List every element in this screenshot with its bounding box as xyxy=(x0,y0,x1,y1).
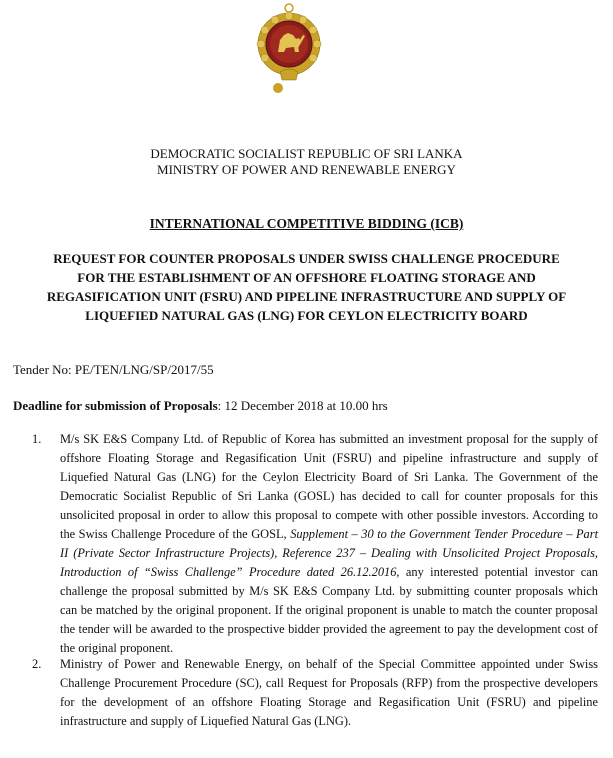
rfp-title-line-4: LIQUEFIED NATURAL GAS (LNG) FOR CEYLON ELECTRICITY BOARD xyxy=(85,308,528,323)
rfp-title-line-2: FOR THE ESTABLISHMENT OF AN OFFSHORE FLOATING STORAGE AND xyxy=(77,270,536,285)
rfp-title-line-3: REGASIFICATION UNIT (FSRU) AND PIPELINE INFRASTRUCTURE AND SUPPLY OF xyxy=(46,289,567,304)
header-line-1: DEMOCRATIC SOCIALIST REPUBLIC OF SRI LANKA xyxy=(150,146,463,161)
icb-title: INTERNATIONAL COMPETITIVE BIDDING (ICB) xyxy=(149,216,464,231)
list-item-italic-reference: Supplement – 30 to the Government Tender Procedure – Part II (Private Sector Infrastructure Projects), Reference 237 – Dealing with Unsolicited Project Proposals, Introduction of “Swiss Challenge” Procedure dated 26.12.2016 xyxy=(60,527,599,579)
list-item-number: 1. xyxy=(32,432,42,446)
tender-number xyxy=(13,362,214,378)
tender-value: PE/TEN/LNG/SP/2017/55 xyxy=(74,362,214,377)
header-line-2: MINISTRY OF POWER AND RENEWABLE ENERGY xyxy=(157,162,456,177)
deadline-value: : 12 December 2018 at 10.00 hrs xyxy=(217,398,388,413)
national-emblem-icon xyxy=(250,2,328,98)
list-item xyxy=(32,430,599,658)
rfp-title xyxy=(18,249,595,325)
list-item-number: 2. xyxy=(32,657,42,671)
deadline-label: Deadline for submission of Proposals xyxy=(13,398,218,413)
list-item-text: Ministry of Power and Renewable Energy, on behalf of the Special Committee appointed under Swiss Challenge Procurement Procedure (SC), call Request for Proposals (RFP) from the prospective developers for the development of an offshore Floating Storage and Regasification Unit (FSRU) and pipeline infrastructure and supply of Liquefied Natural Gas (LNG). xyxy=(60,657,598,728)
list-item-text: M/s SK E&S Company Ltd. of Republic of Korea has submitted an investment proposal for the supply of offshore Floating Storage and Regasification Unit (FSRU) and pipeline infrastructure and supply of Liquefied Natural Gas (LNG) for the Ceylon Electricity Board of Sri Lanka. The Government of the Democratic Socialist Republic of Sri Lanka (GOSL) has decided to call for counter proposals for this unsolicited proposal in order to allow this proposal to compete with other possible investors. According to the Swiss Challenge Procedure of the GOSL, xyxy=(60,432,598,541)
ministry-header xyxy=(0,146,613,178)
deadline xyxy=(13,398,388,414)
list-item-text-continued: , any interested potential investor can challenge the proposal submitted by M/s SK E&S Company Ltd. by submitting counter proposals which can be matched by the original proponent. If the original proponent is unable to match the counter proposal the tender will be awarded to the prospective bidder provided the agreement to pay the development cost of the original proponent. xyxy=(60,565,598,655)
rfp-title-line-1: REQUEST FOR COUNTER PROPOSALS UNDER SWISS CHALLENGE PROCEDURE xyxy=(53,251,560,266)
list-item xyxy=(32,655,598,731)
tender-label: Tender No: xyxy=(13,362,75,377)
